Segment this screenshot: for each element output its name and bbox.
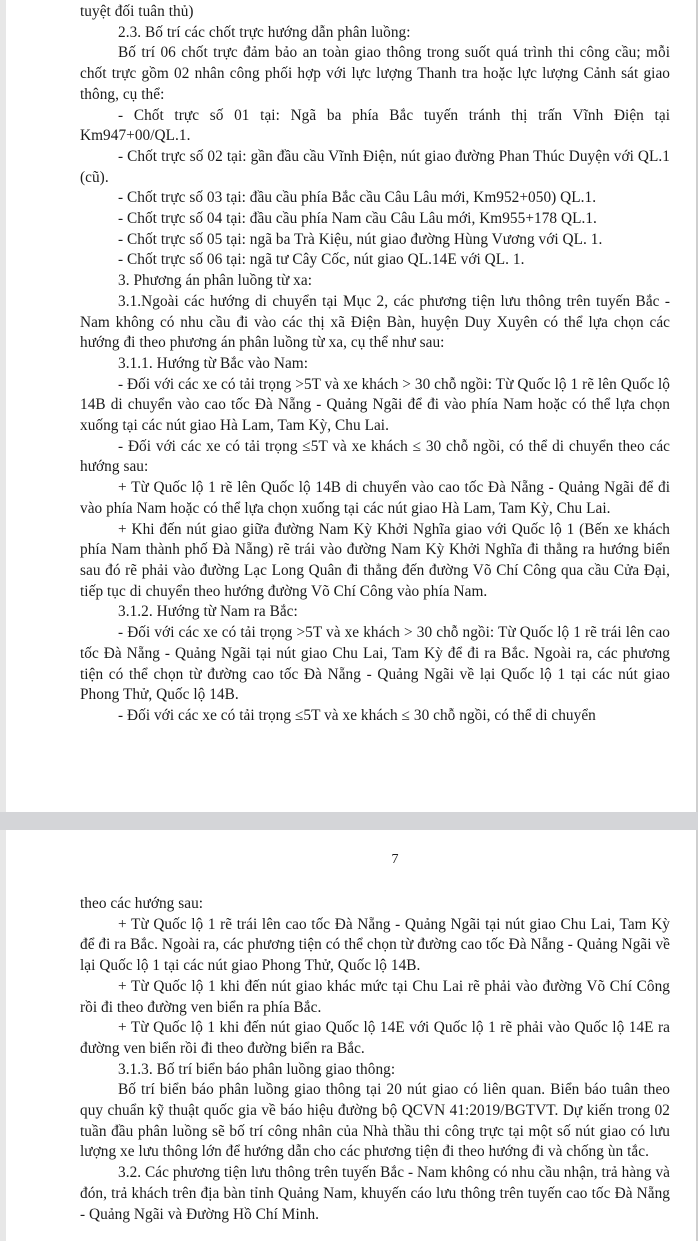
paragraph: 3.1.Ngoài các hướng di chuyển tại Mục 2, các phương tiện lưu thông trên tuyến Bắc - Nam không có nhu cầu đi vào các thị xã Điện Bàn, huyện Duy Xuyên có thể lựa chọn các hướng đi theo phương án phân luồng từ xa, cụ thể như sau: — [80, 292, 670, 352]
paragraph: - Đối với các xe có tải trọng ≤5T và xe khách ≤ 30 chỗ ngồi, có thể di chuyển theo các hướng sau: — [80, 437, 670, 476]
page-number: 7 — [391, 852, 399, 867]
checkpoint-item-2: - Chốt trực số 02 tại: gần đầu cầu Vĩnh Điện, nút giao đường Phan Thúc Duyện với QL.1 (cũ). — [80, 147, 670, 186]
section-heading-3-1-1: 3.1.1. Hướng từ Bắc vào Nam: — [118, 354, 309, 372]
paragraph: - Đối với các xe có tải trọng ≤5T và xe khách ≤ 30 chỗ ngồi, có thể di chuyển — [118, 706, 596, 724]
checkpoint-item-6: - Chốt trực số 06 tại: ngã tư Cây Cốc, nút giao QL.14E với QL. 1. — [118, 251, 525, 269]
page-gap — [0, 812, 698, 830]
route-item: + Từ Quốc lộ 1 rẽ lên Quốc lộ 14B di chuyển vào cao tốc Đà Nẵng - Quảng Ngãi để đi vào phía Nam hoặc có thể lựa chọn xuống tại các nút giao Hà Lam, Tam Kỳ, Chu Lai. — [80, 479, 670, 517]
paragraph: - Đối với các xe có tải trọng >5T và xe khách > 30 chỗ ngồi: Từ Quốc lộ 1 rẽ trái lên cao tốc Đà Nẵng - Quảng Ngãi tại nút giao Chu Lai, Tam Kỳ để đi ra Bắc. Ngoài ra, các phương tiện có thể chọn từ đường cao tốc Đà Nẵng - Quảng Ngãi về lại Quốc lộ 1 tại các nút giao Phong Thử, Quốc lộ 14B. — [80, 624, 670, 704]
paragraph-continuation: tuyệt đối tuân thủ) — [80, 3, 194, 20]
route-item: + Từ Quốc lộ 1 rẽ trái lên cao tốc Đà Nẵng - Quảng Ngãi tại nút giao Chu Lai, Tam Kỳ để đi ra Bắc. Ngoài ra, các phương tiện có thể chọn từ đường cao tốc Đà Nẵng - Quảng Ngãi về lại Quốc lộ 1 tại các nút giao Phong Thử, Quốc lộ 14B. — [80, 915, 670, 975]
section-heading-2-3: 2.3. Bố trí các chốt trực hướng dẫn phân luồng: — [118, 23, 411, 41]
checkpoint-item-5: - Chốt trực số 05 tại: ngã ba Trà Kiệu, nút giao đường Hùng Vương với QL. 1. — [118, 230, 603, 248]
document-page-lower — [0, 830, 698, 1241]
checkpoint-item-1: - Chốt trực số 01 tại: Ngã ba phía Bắc tuyến tránh thị trấn Vĩnh Điện tại Km947+00/QL.1. — [80, 106, 670, 145]
checkpoint-item-4: - Chốt trực số 04 tại: đầu cầu phía Nam cầu Câu Lâu mới, Km955+178 QL.1. — [118, 210, 597, 228]
page-edge-shadow — [0, 830, 6, 1241]
section-heading-3-1-2: 3.1.2. Hướng từ Nam ra Bắc: — [118, 603, 298, 621]
checkpoint-item-3: - Chốt trực số 03 tại: đầu cầu phía Bắc cầu Câu Lâu mới, Km952+050) QL.1. — [118, 189, 597, 207]
section-heading-3-2: 3.2. Các phương tiện lưu thông trên tuyến Bắc - Nam không có nhu cầu nhận, trả hàng và đón, trả khách trên địa bàn tỉnh Quảng Nam, khuyến cáo lưu thông trên tuyến cao tốc Đà Nẵng - Quảng Ngãi và Đường Hồ Chí Minh. — [80, 1164, 670, 1223]
section-heading-3-1-3: 3.1.3. Bố trí biển báo phân luồng giao thông: — [118, 1060, 396, 1078]
paragraph: - Đối với các xe có tải trọng >5T và xe khách > 30 chỗ ngồi: Từ Quốc lộ 1 rẽ lên Quốc lộ 14B di chuyển vào cao tốc Đà Nẵng - Quảng Ngãi để đi vào phía Nam hoặc có thể lựa chọn xuống tại các nút giao Hà Lam, Tam Kỳ, Chu Lai. — [80, 375, 670, 435]
paragraph: Bố trí 06 chốt trực đảm bảo an toàn giao thông trong suốt quá trình thi công cầu; mỗi chốt trực gồm 02 nhân công phối hợp với lực lượng Thanh tra hoặc lực lượng Cảnh sát giao thông, cụ thể: — [80, 44, 670, 103]
route-item: + Khi đến nút giao giữa đường Nam Kỳ Khởi Nghĩa giao với Quốc lộ 1 (Bến xe khách phía Nam thành phố Đà Nẵng) rẽ trái vào đường Nam Kỳ Khởi Nghĩa đi thẳng ra hướng biển sau đó rẽ phải vào đường Lạc Long Quân đi thẳng đến đường Võ Chí Công qua cầu Cửa Đại, tiếp tục di chuyển theo hướng đường Võ Chí Công vào phía Nam. — [80, 520, 670, 600]
route-item: + Từ Quốc lộ 1 khi đến nút giao khác mức tại Chu Lai rẽ phải vào đường Võ Chí Công rồi đi theo đường ven biển ra phía Bắc. — [80, 977, 670, 1016]
paragraph: Bố trí biển báo phân luồng giao thông tại 20 nút giao có liên quan. Biển báo tuân theo quy chuẩn kỹ thuật quốc gia về báo hiệu đường bộ QCVN 41:2019/BGTVT. Dự kiến trong 02 tuần đầu phân luồng sẽ bố trí công nhân của Nhà thầu thi công trực tại một số nút giao có lưu lượng xe lưu thông lớn để hướng dẫn cho các phương tiện đi theo hướng đi và chống ùn tắc. — [80, 1081, 670, 1161]
section-heading-3: 3. Phương án phân luồng từ xa: — [118, 272, 312, 290]
route-item: + Từ Quốc lộ 1 khi đến nút giao Quốc lộ 14E với Quốc lộ 1 rẽ phải vào Quốc lộ 14E ra đường ven biển rồi đi theo đường biển ra Bắc. — [80, 1019, 670, 1057]
page-edge-shadow — [0, 0, 6, 812]
paragraph-continuation: theo các hướng sau: — [80, 895, 204, 912]
